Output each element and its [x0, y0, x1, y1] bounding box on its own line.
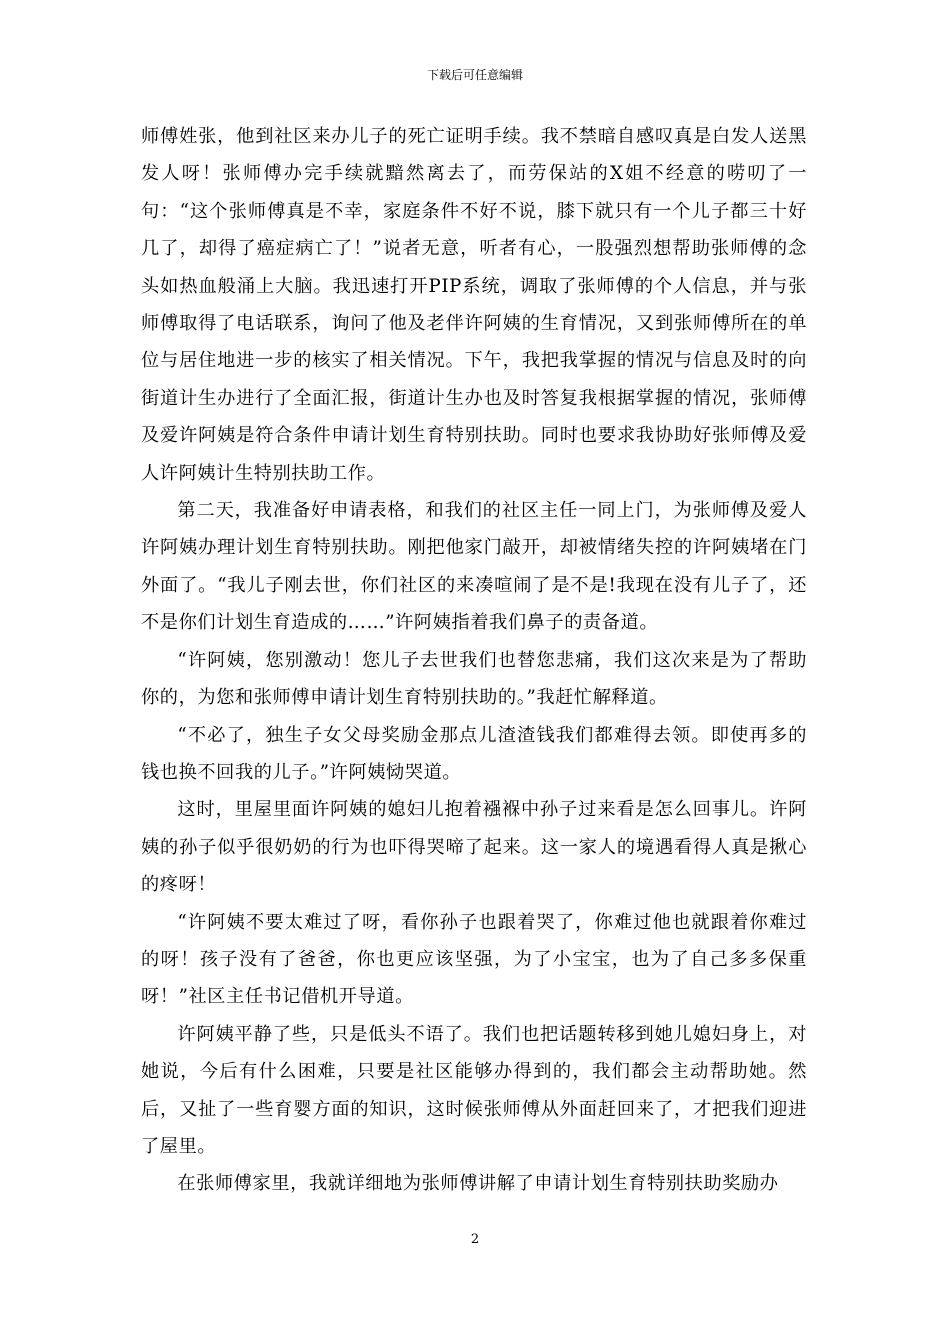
paragraph: 在张师傅家里，我就详细地为张师傅讲解了申请计划生育特别扶助奖励办: [177, 1173, 779, 1195]
paragraph: “许阿姨，您别激动！您儿子去世我们也替您悲痛，我们这次来是为了帮助你的，为您和张师傅申请计划生育特别扶助的。”我赶忙解释道。: [141, 649, 807, 709]
paragraph: 这时，里屋里面许阿姨的媳妇儿抱着襁褓中孙子过来看是怎么回事儿。许阿姨的孙子似乎很奶奶的行为也吓得哭啼了起来。这一家人的境遇看得人真是揪心的疼呀！: [141, 799, 807, 896]
paragraph: “许阿姨不要太难过了呀，看你孙子也跟着哭了，你难过他也就跟着你难过的呀！孩子没有了爸爸，你也更应该坚强，为了小宝宝，也为了自己多多保重呀！”社区主任书记借机开导道。: [141, 911, 807, 1008]
paragraph: 许阿姨平静了些，只是低头不语了。我们也把话题转移到她儿媳妇身上，对她说，今后有什么困难，只要是社区能够办得到的，我们都会主动帮助她。然后，又扯了一些育婴方面的知识，这时候张师傅从外面赶回来了，才把我们迎进了屋里。: [141, 1023, 807, 1157]
paragraph: “不必了，独生子女父母奖励金那点儿渣渣钱我们都难得去领。即使再多的钱也换不回我的儿子。”许阿姨恸哭道。: [141, 724, 807, 783]
page-header: 下载后可任意编辑: [426, 68, 523, 82]
paragraph: 第二天，我准备好申请表格，和我们的社区主任一同上门，为张师傅及爱人许阿姨办理计划生育特别扶助。刚把他家门敲开，却被情绪失控的许阿姨堵在门外面了。“我儿子刚去世，你们社区的来凑喧闹了是不是!我现在没有儿子了，还不是你们计划生育造成的……”许阿姨指着我们鼻子的责备道。: [141, 500, 807, 634]
document-body: [141, 118, 807, 1203]
paragraph: 师傅姓张，他到社区来办儿子的死亡证明手续。我不禁暗自感叹真是白发人送黑发人呀！张师傅办完手续就黯然离去了，而劳保站的X姐不经意的唠叨了一句：“这个张师傅真是不幸，家庭条件不好不说，膝下就只有一个儿子都三十好几了，却得了癌症病亡了！”说者无意，听者有心，一股强烈想帮助张师傅的念头如热血般涌上大脑。我迅速打开PIP系统，调取了张师傅的个人信息，并与张师傅取得了电话联系，询问了他及老伴许阿姨的生育情况，又到张师傅所在的单位与居住地进一步的核实了相关情况。下午，我把我掌握的情况与信息及时的向街道计生办进行了全面汇报，街道计生办也及时答复我根据掌握的情况，张师傅及爱许阿姨是符合条件申请计划生育特别扶助。同时也要求我协助好张师傅及爱人许阿姨计生特别扶助工作。: [141, 126, 807, 484]
page-number: 2: [470, 1232, 480, 1247]
